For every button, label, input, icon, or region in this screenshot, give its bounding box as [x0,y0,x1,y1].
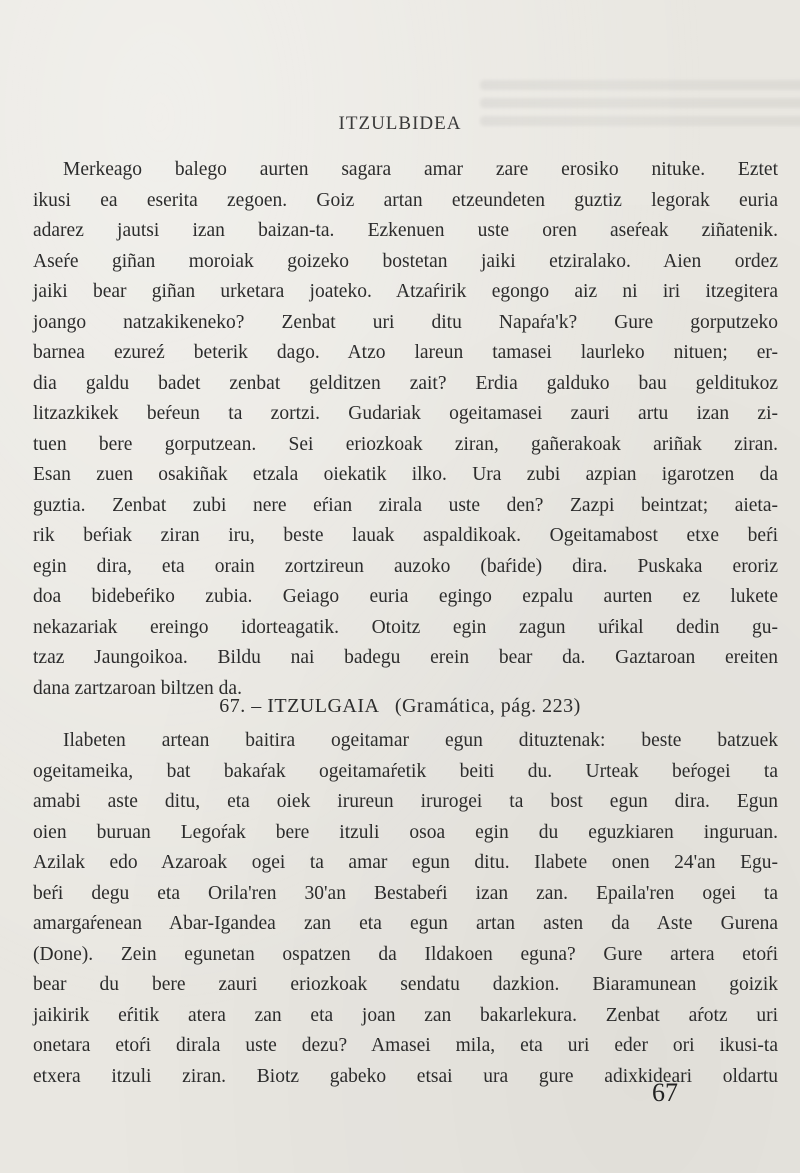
text-line: dia galdu badet zenbat gelditzen zait? Erdia galduko bau gelditukoz [33,372,778,394]
exercise-label: ITZULGAIA [267,695,379,717]
text-line: ikusi ea eserita zegoen. Goiz artan etzeundeten guztiz legorak euria [33,189,778,211]
text-line: Merkeago balego aurten sagara amar zare erosiko nituke. Eztet [63,159,778,180]
text-line: doa bidebeŕiko zubia. Geiago euria egingo ezpalu aurten ez lukete [33,586,778,607]
text-line: tzaz Jaungoikoa. Bildu nai badegu erein bear da. Gaztaroan ereiten [33,647,778,668]
text-line: tuen bere gorputzean. Sei eriozkoak ziran, gañerakoak ariñak ziran. [33,433,778,455]
text-line: etxera itzuli ziran. Biotz gabeko etsai ura gure adixkideari oldartu [33,1065,778,1087]
text-line: Aseŕe giñan moroiak goizeko bostetan jaiki etziralako. Aien ordez [33,250,778,272]
text-line: jaikirik eŕitik atera zan eta joan zan bakarlekura. Zenbat aŕotz uri [33,1004,778,1026]
exercise-heading: 67. – ITZULGAIA (Gramática, pág. 223) [219,695,581,717]
paragraph-translation [33,155,778,704]
text-line: jaiki bear giñan urketara joateko. Atzaŕirik egongo aiz ni iri itzegitera [33,281,778,302]
text-line: oien buruan Legoŕak bere itzuli osoa egin du eguzkiaren inguruan. [33,821,778,843]
text-line: guztia. Zenbat zubi nere eŕian zirala uste den? Zazpi beintzat; aieta- [33,494,778,516]
exercise-number: 67. [219,695,246,717]
text-line: litzazkikek beŕeun ta zortzi. Gudariak ogeitamasei zauri artu izan zi- [33,403,778,424]
page-title: ITZULBIDEA [338,113,462,134]
text-line: Ilabeten artean baitira ogeitamar egun dituztenak: beste batzuek [63,730,778,751]
text-line: (Done). Zein egunetan ospatzen da Ildakoen eguna? Gure artera etoŕi [33,943,778,965]
text-line: adarez jautsi izan baizan-ta. Ezkenuen uste oren aseŕeak ziñatenik. [33,220,778,241]
exercise-reference: (Gramática, pág. 223) [394,695,581,717]
text-line: dana zartzaroan biltzen da. [33,677,242,699]
text-line: rik beŕiak ziran iru, beste lauak aspaldikoak. Ogeitamabost etxe beŕi [33,525,778,546]
text-line: joango natzakikeneko? Zenbat uri ditu Napaŕa'k? Gure gorputzeko [33,311,778,333]
text-line: amargaŕenean Abar-Igandea zan eta egun artan asten da Aste Gurena [33,913,778,934]
text-line: onetara etoŕi dirala uste dezu? Amasei mila, eta uri eder ori ikusi-ta [33,1035,778,1056]
text-line: bear du bere zauri eriozkoak sendatu dazkion. Biaramunean goizik [33,974,778,995]
text-line: beŕi degu eta Orila'ren 30'an Bestabeŕi izan zan. Epaila'ren ogei ta [33,882,778,904]
page-number: 67 [652,1078,678,1107]
text-line: amabi aste ditu, eta oiek irureun irurogei ta bost egun dira. Egun [33,791,778,812]
text-line: barnea ezureź beterik dago. Atzo lareun tamasei laurleko nituen; er- [33,342,778,363]
text-line: egin dira, eta orain zortzireun auzoko (baŕide) dira. Puskaka eroriz [33,555,778,577]
text-line: ogeitameika, bat bakaŕak ogeitamaŕetik beiti du. Urteak beŕogei ta [33,760,778,782]
paragraph-exercise [33,726,778,1092]
text-line: Esan zuen osakiñak etzala oiekatik ilko. Ura zubi azpian igarotzen da [33,464,778,485]
text-line: nekazariak ereingo idorteagatik. Otoitz egin zagun uŕikal dedin gu- [33,616,778,638]
text-line: Azilak edo Azaroak ogei ta amar egun ditu. Ilabete onen 24'an Egu- [33,852,778,873]
